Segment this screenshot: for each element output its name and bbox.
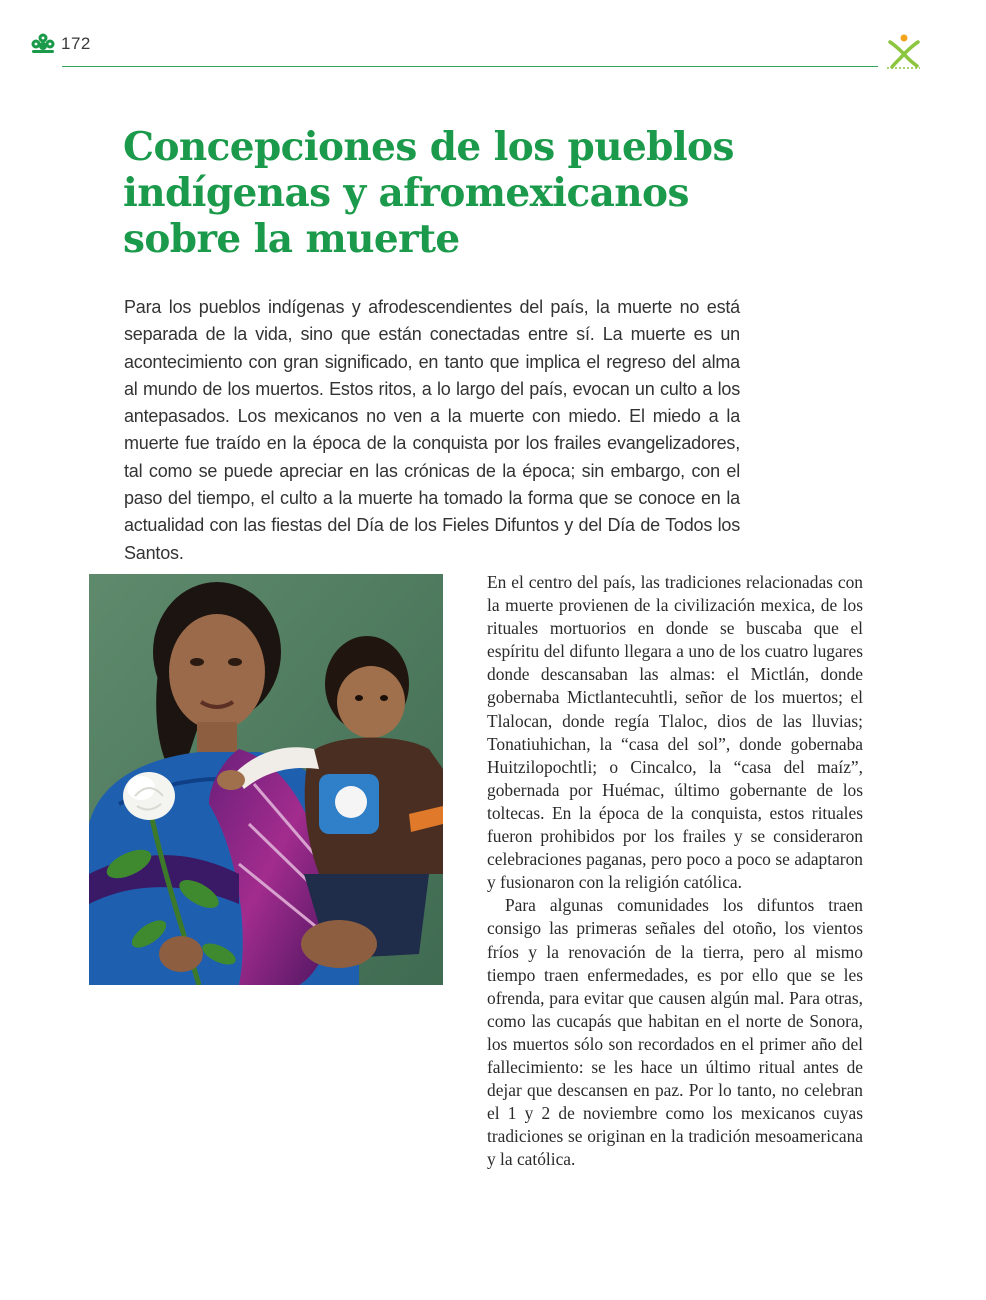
- page-number: 172: [61, 34, 91, 53]
- title-line: sobre la muerte: [123, 216, 460, 262]
- title-line: Concepciones de los pueblos: [123, 124, 734, 170]
- intro-paragraph: Para los pueblos indígenas y afrodescendientes del país, la muerte no está separada de la vida, sino que están conectadas entre sí. La muerte es un acontecimiento con gran significado, en tanto que implica el regreso del alma al mundo de los muertos. Estos ritos, a lo largo del país, evocan un culto a los antepasados. Los mexicanos no ven a la muerte con miedo. El miedo a la muerte fue traído en la época de la conquista por los frailes evangelizadores, tal como se puede apreciar en las crónicas de la época; sin embargo, con el paso del tiempo, el culto a la muerte ha tomado la forma que se conoce en la actualidad con las fiestas del Día de los Fieles Difuntos y del Día de Todos los Santos.: [124, 297, 740, 563]
- body-paragraph: En el centro del país, las tradiciones relacionadas con la muerte provienen de la civilización mexica, de los rituales mortuorios en donde se buscaba que el espíritu del difunto llegara a uno de los cuatro lugares donde descansaban las almas: el Mictlán, donde gobernaba Mictlantecuhtli, señor de los muertos; el Tlalocan, donde regía Tlaloc, dios de las lluvias; Tonatiuhichan, la “casa del sol”, donde gobernaba Huitzilopochtli; o Cincalco, la “casa del maíz”, gobernada por Huémac, último gobernante de los toltecas. En la época de la conquista, estos rituales fueron prohibidos por los frailes y se consideraron celebraciones paganas, pero poco a poco se adaptaron y fusionaron con la religión católica.: [487, 572, 863, 893]
- person-figure-icon: [884, 32, 924, 72]
- header-rule: [62, 66, 878, 67]
- body-paragraph: Para algunas comunidades los difuntos traen consigo las primeras señales del otoño, los vientos fríos y la renovación de la tierra, pero al mismo tiempo traen enfermedades, es por ello que se les ofrenda, para evitar que causen algún mal. Para otras, como las cucapás que habitan en el norte de Sonora, los muertos sólo son recordados en el primer año del fallecimiento: se les hace un último ritual antes de dejar que descansen en paz. Por lo tanto, no celebran el 1 y 2 de noviembre como los mexicanos cuyas tradiciones se originan en la tradición mesoamericana y la católica.: [487, 895, 863, 1170]
- photo-mother-and-child: [89, 574, 443, 985]
- flower-cluster-icon: [30, 32, 56, 54]
- body-column: [487, 571, 863, 1171]
- article-title: [123, 124, 743, 262]
- page-header: [0, 0, 986, 80]
- title-line: indígenas y afromexicanos: [123, 170, 689, 216]
